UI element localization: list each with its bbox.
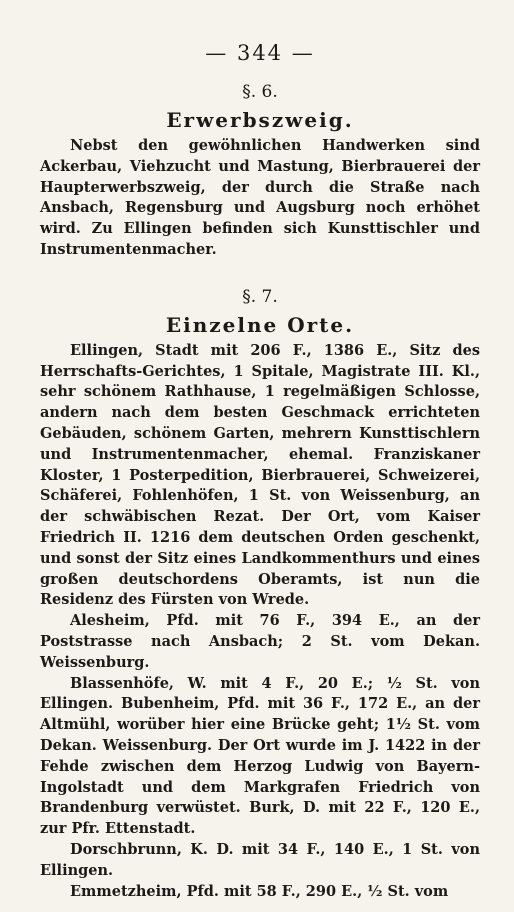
book-page	[40, 40, 480, 902]
section-6-number: §. 6.	[242, 82, 278, 102]
place-entry-blassenhoefe: Blassenhöfe, W. mit 4 F., 20 E.; ½ St. von Ellingen. Bubenheim, Pfd. mit 36 F., 172 E., an der Altmühl, worüber hier eine Brücke geht; 1½ St. vom Dekan. Weissenburg. Der Ort wurde im J. 1422 in der Fehde zwischen dem Herzog Ludwig von Bayern-Ingolstadt und dem Markgrafen Friedrich von Brandenburg verwüstet. Burk, D. mit 22 F., 120 E., zur Pfr. Ettenstadt.	[40, 674, 480, 838]
place-entry-ellingen: Ellingen, Stadt mit 206 F., 1386 E., Sitz des Herrschafts-Gerichtes, 1 Spitale, Magistrate III. Kl., sehr schönem Rathhause, 1 regelmäßigen Schlosse, andern nach dem besten Geschmack errichteten Gebäuden, schönem Garten, mehrern Kunsttischlern und Instrumentenmacher, ehemal. Franziskaner Kloster, 1 Posterpedition, Bierbrauerei, Schweizerei, Schäferei, Fohlenhöfen, 1 St. von Weissenburg, an der schwäbischen Rezat. Der Ort, vom Kaiser Friedrich II. 1216 dem deutschen Orden geschenkt, und sonst der Sitz eines Landkommenthurs und eines großen deutschordens Oberamts, ist nun die Residenz des Fürsten von Wrede.	[40, 341, 480, 609]
place-entry-alesheim: Alesheim, Pfd. mit 76 F., 394 E., an der Poststrasse nach Ansbach; 2 St. vom Dekan. Weissenburg.	[40, 612, 480, 671]
section-7-title: Einzelne Orte.	[165, 312, 355, 337]
section-7-number: §. 7.	[242, 286, 278, 307]
section-6-title: Erwerbszweig.	[166, 108, 354, 132]
place-entry-emmetzheim: Emmetzheim, Pfd. mit 58 F., 290 E., ½ St. vom	[70, 882, 449, 900]
section-6	[40, 80, 480, 261]
section-7	[40, 285, 480, 903]
place-entries	[40, 341, 480, 903]
place-entry-dorschbrunn: Dorschbrunn, K. D. mit 34 F., 140 E., 1 St. von Ellingen.	[40, 840, 480, 879]
section-6-text: Nebst den gewöhnlichen Handwerken sind Ackerbau, Viehzucht und Mastung, Bierbrauerei der Haupterwerbszweig, der durch die Straße nach Ansbach, Regensburg und Augsburg noch erhöhet wird. Zu Ellingen befinden sich Kunsttischler und Instrumentenmacher.	[40, 137, 480, 258]
page-number: — 344 —	[205, 41, 315, 65]
